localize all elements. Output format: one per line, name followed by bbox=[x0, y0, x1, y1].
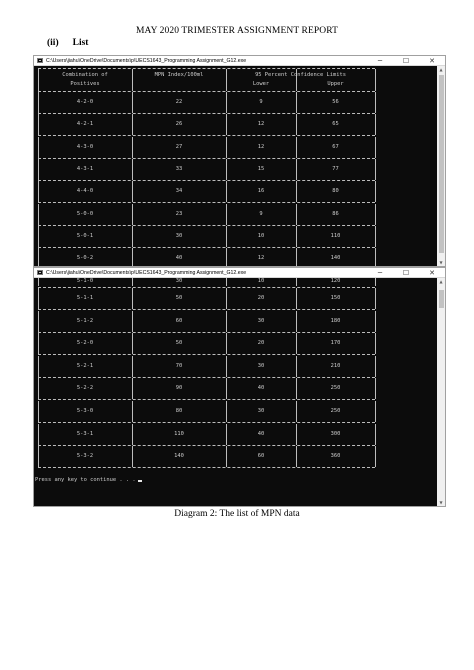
cell-lower: 40 bbox=[257, 385, 265, 392]
scroll-down-arrow-icon[interactable]: ▼ bbox=[439, 500, 443, 505]
column-separator bbox=[375, 92, 376, 113]
cell-combination: 4-3-0 bbox=[76, 143, 94, 150]
cell-mpn: 50 bbox=[175, 295, 183, 301]
text-cursor bbox=[138, 480, 142, 482]
cell-upper: 80 bbox=[332, 188, 339, 195]
row-divider bbox=[38, 422, 375, 423]
row-divider bbox=[38, 225, 375, 226]
column-separator bbox=[375, 278, 376, 286]
cell-upper: 77 bbox=[332, 165, 339, 172]
cell-mpn: 30 bbox=[175, 232, 183, 239]
cell-combination: 5-0-1 bbox=[76, 232, 94, 239]
scroll-up-arrow-icon[interactable]: ▲ bbox=[439, 67, 443, 72]
maximize-button[interactable]: ☐ bbox=[402, 269, 410, 277]
cell-combination: 5-2-1 bbox=[76, 362, 94, 369]
cell-upper: 67 bbox=[332, 143, 339, 150]
cell-upper: 110 bbox=[330, 232, 341, 239]
report-header: MAY 2020 TRIMESTER ASSIGNMENT REPORT bbox=[135, 26, 339, 36]
cell-combination: 5-1-2 bbox=[76, 317, 94, 324]
cell-lower: 20 bbox=[257, 295, 265, 301]
console-app-icon bbox=[37, 270, 43, 275]
cell-mpn: 50 bbox=[175, 340, 183, 347]
cell-combination: 5-2-0 bbox=[76, 340, 94, 347]
column-separator bbox=[375, 69, 376, 91]
vertical-scrollbar[interactable] bbox=[437, 278, 445, 506]
cell-upper: 65 bbox=[332, 121, 339, 128]
cell-upper: 210 bbox=[330, 362, 341, 369]
cell-lower: 12 bbox=[257, 121, 265, 128]
cell-combination: 4-4-0 bbox=[76, 188, 94, 195]
row-divider bbox=[38, 445, 375, 446]
cell-mpn: 22 bbox=[175, 99, 183, 105]
cell-mpn: 23 bbox=[175, 210, 183, 217]
cell-mpn: 80 bbox=[175, 408, 183, 414]
cell-lower: 9 bbox=[259, 210, 263, 217]
cell-mpn: 110 bbox=[174, 430, 184, 437]
cell-combination: 5-1-0 bbox=[76, 278, 94, 284]
column-separator bbox=[375, 204, 376, 225]
window-titlebar[interactable] bbox=[34, 56, 445, 66]
cell-lower: 16 bbox=[257, 188, 265, 195]
column-separator bbox=[375, 288, 376, 309]
cell-upper: 150 bbox=[330, 295, 341, 301]
column-separator bbox=[375, 226, 376, 247]
column-separator bbox=[375, 333, 376, 354]
cell-upper: 250 bbox=[330, 408, 341, 414]
cell-lower: 30 bbox=[257, 317, 265, 324]
cell-mpn: 140 bbox=[174, 453, 184, 460]
cell-lower: 10 bbox=[257, 232, 265, 239]
console-output bbox=[34, 278, 445, 506]
vertical-scrollbar[interactable] bbox=[437, 66, 445, 266]
cell-mpn: 90 bbox=[175, 385, 183, 392]
window-title: C:\Users\jiahu\OneDrive\Documents\p\UECS1643_Programming Assignment_G12.exe bbox=[46, 57, 247, 64]
cell-combination: 5-3-0 bbox=[76, 408, 94, 414]
row-divider bbox=[38, 399, 375, 400]
row-divider bbox=[38, 377, 375, 378]
window-titlebar[interactable] bbox=[34, 268, 445, 278]
cell-mpn: 70 bbox=[175, 362, 183, 369]
header-mpn: MPN Index/100ml bbox=[154, 72, 204, 78]
cell-lower: 60 bbox=[257, 453, 265, 460]
header-combination: Combination of bbox=[62, 72, 108, 78]
header-positives: Positives bbox=[70, 81, 100, 87]
cell-mpn: 26 bbox=[175, 121, 183, 128]
cell-lower: 20 bbox=[257, 340, 265, 347]
minimize-button[interactable]: ─ bbox=[377, 57, 383, 65]
console-window-2[interactable] bbox=[33, 267, 446, 507]
cell-combination: 5-0-0 bbox=[76, 210, 94, 217]
column-separator bbox=[375, 248, 376, 266]
scrollbar-thumb[interactable] bbox=[439, 290, 444, 308]
row-divider bbox=[38, 202, 375, 203]
cell-mpn: 33 bbox=[175, 165, 183, 172]
maximize-button[interactable]: ☐ bbox=[402, 57, 410, 65]
cell-upper: 180 bbox=[330, 317, 341, 324]
column-separator bbox=[375, 114, 376, 135]
row-divider bbox=[38, 180, 375, 181]
row-divider bbox=[38, 135, 375, 136]
row-divider bbox=[38, 68, 375, 69]
scroll-down-arrow-icon[interactable]: ▼ bbox=[439, 260, 443, 265]
cell-combination: 5-0-2 bbox=[76, 255, 94, 262]
cell-combination: 4-2-0 bbox=[76, 99, 94, 105]
cell-lower: 15 bbox=[257, 165, 265, 172]
cell-upper: 140 bbox=[330, 255, 341, 262]
prompt-text: Press any key to continue . . . bbox=[35, 477, 136, 483]
column-separator bbox=[375, 356, 376, 377]
minimize-button[interactable]: ─ bbox=[377, 269, 383, 277]
cell-upper: 250 bbox=[330, 385, 341, 392]
cell-upper: 86 bbox=[332, 210, 339, 217]
row-divider bbox=[38, 309, 375, 310]
row-divider bbox=[38, 354, 375, 355]
header-upper: Upper bbox=[327, 81, 344, 87]
row-divider bbox=[38, 467, 375, 468]
header-lower: Lower bbox=[252, 81, 270, 87]
figure-caption: Diagram 2: The list of MPN data bbox=[174, 509, 300, 519]
cell-upper: 170 bbox=[330, 340, 341, 347]
cell-upper: 360 bbox=[330, 453, 341, 460]
cell-lower: 12 bbox=[257, 255, 265, 262]
window-controls bbox=[367, 268, 445, 278]
column-separator bbox=[375, 401, 376, 422]
cell-lower: 9 bbox=[259, 99, 263, 105]
cell-upper: 56 bbox=[332, 99, 339, 105]
close-button[interactable]: ✕ bbox=[429, 57, 435, 65]
column-separator bbox=[375, 181, 376, 202]
row-divider bbox=[38, 91, 375, 92]
cell-mpn: 30 bbox=[175, 278, 183, 284]
scroll-up-arrow-icon[interactable]: ▲ bbox=[439, 279, 443, 284]
row-divider bbox=[38, 332, 375, 333]
window-controls bbox=[367, 56, 445, 66]
cell-combination: 4-3-1 bbox=[76, 165, 94, 172]
column-separator bbox=[375, 159, 376, 180]
cell-lower: 30 bbox=[257, 408, 265, 414]
window-title: C:\Users\jiahu\OneDrive\Documents\p\UECS1643_Programming Assignment_G12.exe bbox=[46, 269, 247, 276]
cell-lower: 30 bbox=[257, 362, 265, 369]
cell-combination: 5-2-2 bbox=[76, 385, 94, 392]
row-divider bbox=[38, 113, 375, 114]
scrollbar-thumb[interactable] bbox=[439, 75, 444, 253]
cell-lower: 12 bbox=[257, 143, 265, 150]
header-confidence: 95 Percent Confidence Limits bbox=[255, 72, 346, 78]
cell-lower: 40 bbox=[257, 430, 265, 437]
cell-mpn: 34 bbox=[175, 188, 183, 195]
row-divider bbox=[38, 287, 375, 288]
column-separator bbox=[375, 137, 376, 158]
console-output bbox=[34, 66, 445, 266]
column-separator bbox=[375, 424, 376, 445]
column-separator bbox=[375, 446, 376, 467]
row-divider bbox=[38, 158, 375, 159]
cell-combination: 5-1-1 bbox=[76, 295, 94, 301]
cell-upper: 300 bbox=[330, 430, 341, 437]
cell-combination: 5-3-2 bbox=[76, 453, 94, 460]
column-separator bbox=[375, 378, 376, 399]
cell-combination: 4-2-1 bbox=[76, 121, 94, 128]
cell-combination: 5-3-1 bbox=[76, 430, 94, 437]
console-window-1[interactable] bbox=[33, 55, 446, 267]
section-heading bbox=[47, 38, 88, 48]
row-divider bbox=[38, 247, 375, 248]
column-separator bbox=[375, 311, 376, 332]
cell-mpn: 27 bbox=[175, 143, 183, 150]
console-app-icon bbox=[37, 58, 43, 63]
section-number: (ii) bbox=[47, 38, 59, 48]
cell-upper: 120 bbox=[330, 278, 341, 284]
close-button[interactable]: ✕ bbox=[429, 269, 435, 277]
cell-mpn: 40 bbox=[175, 255, 183, 262]
cell-mpn: 60 bbox=[175, 317, 183, 324]
console-prompt bbox=[35, 477, 142, 484]
section-title: List bbox=[72, 38, 89, 48]
cell-lower: 10 bbox=[257, 278, 265, 284]
